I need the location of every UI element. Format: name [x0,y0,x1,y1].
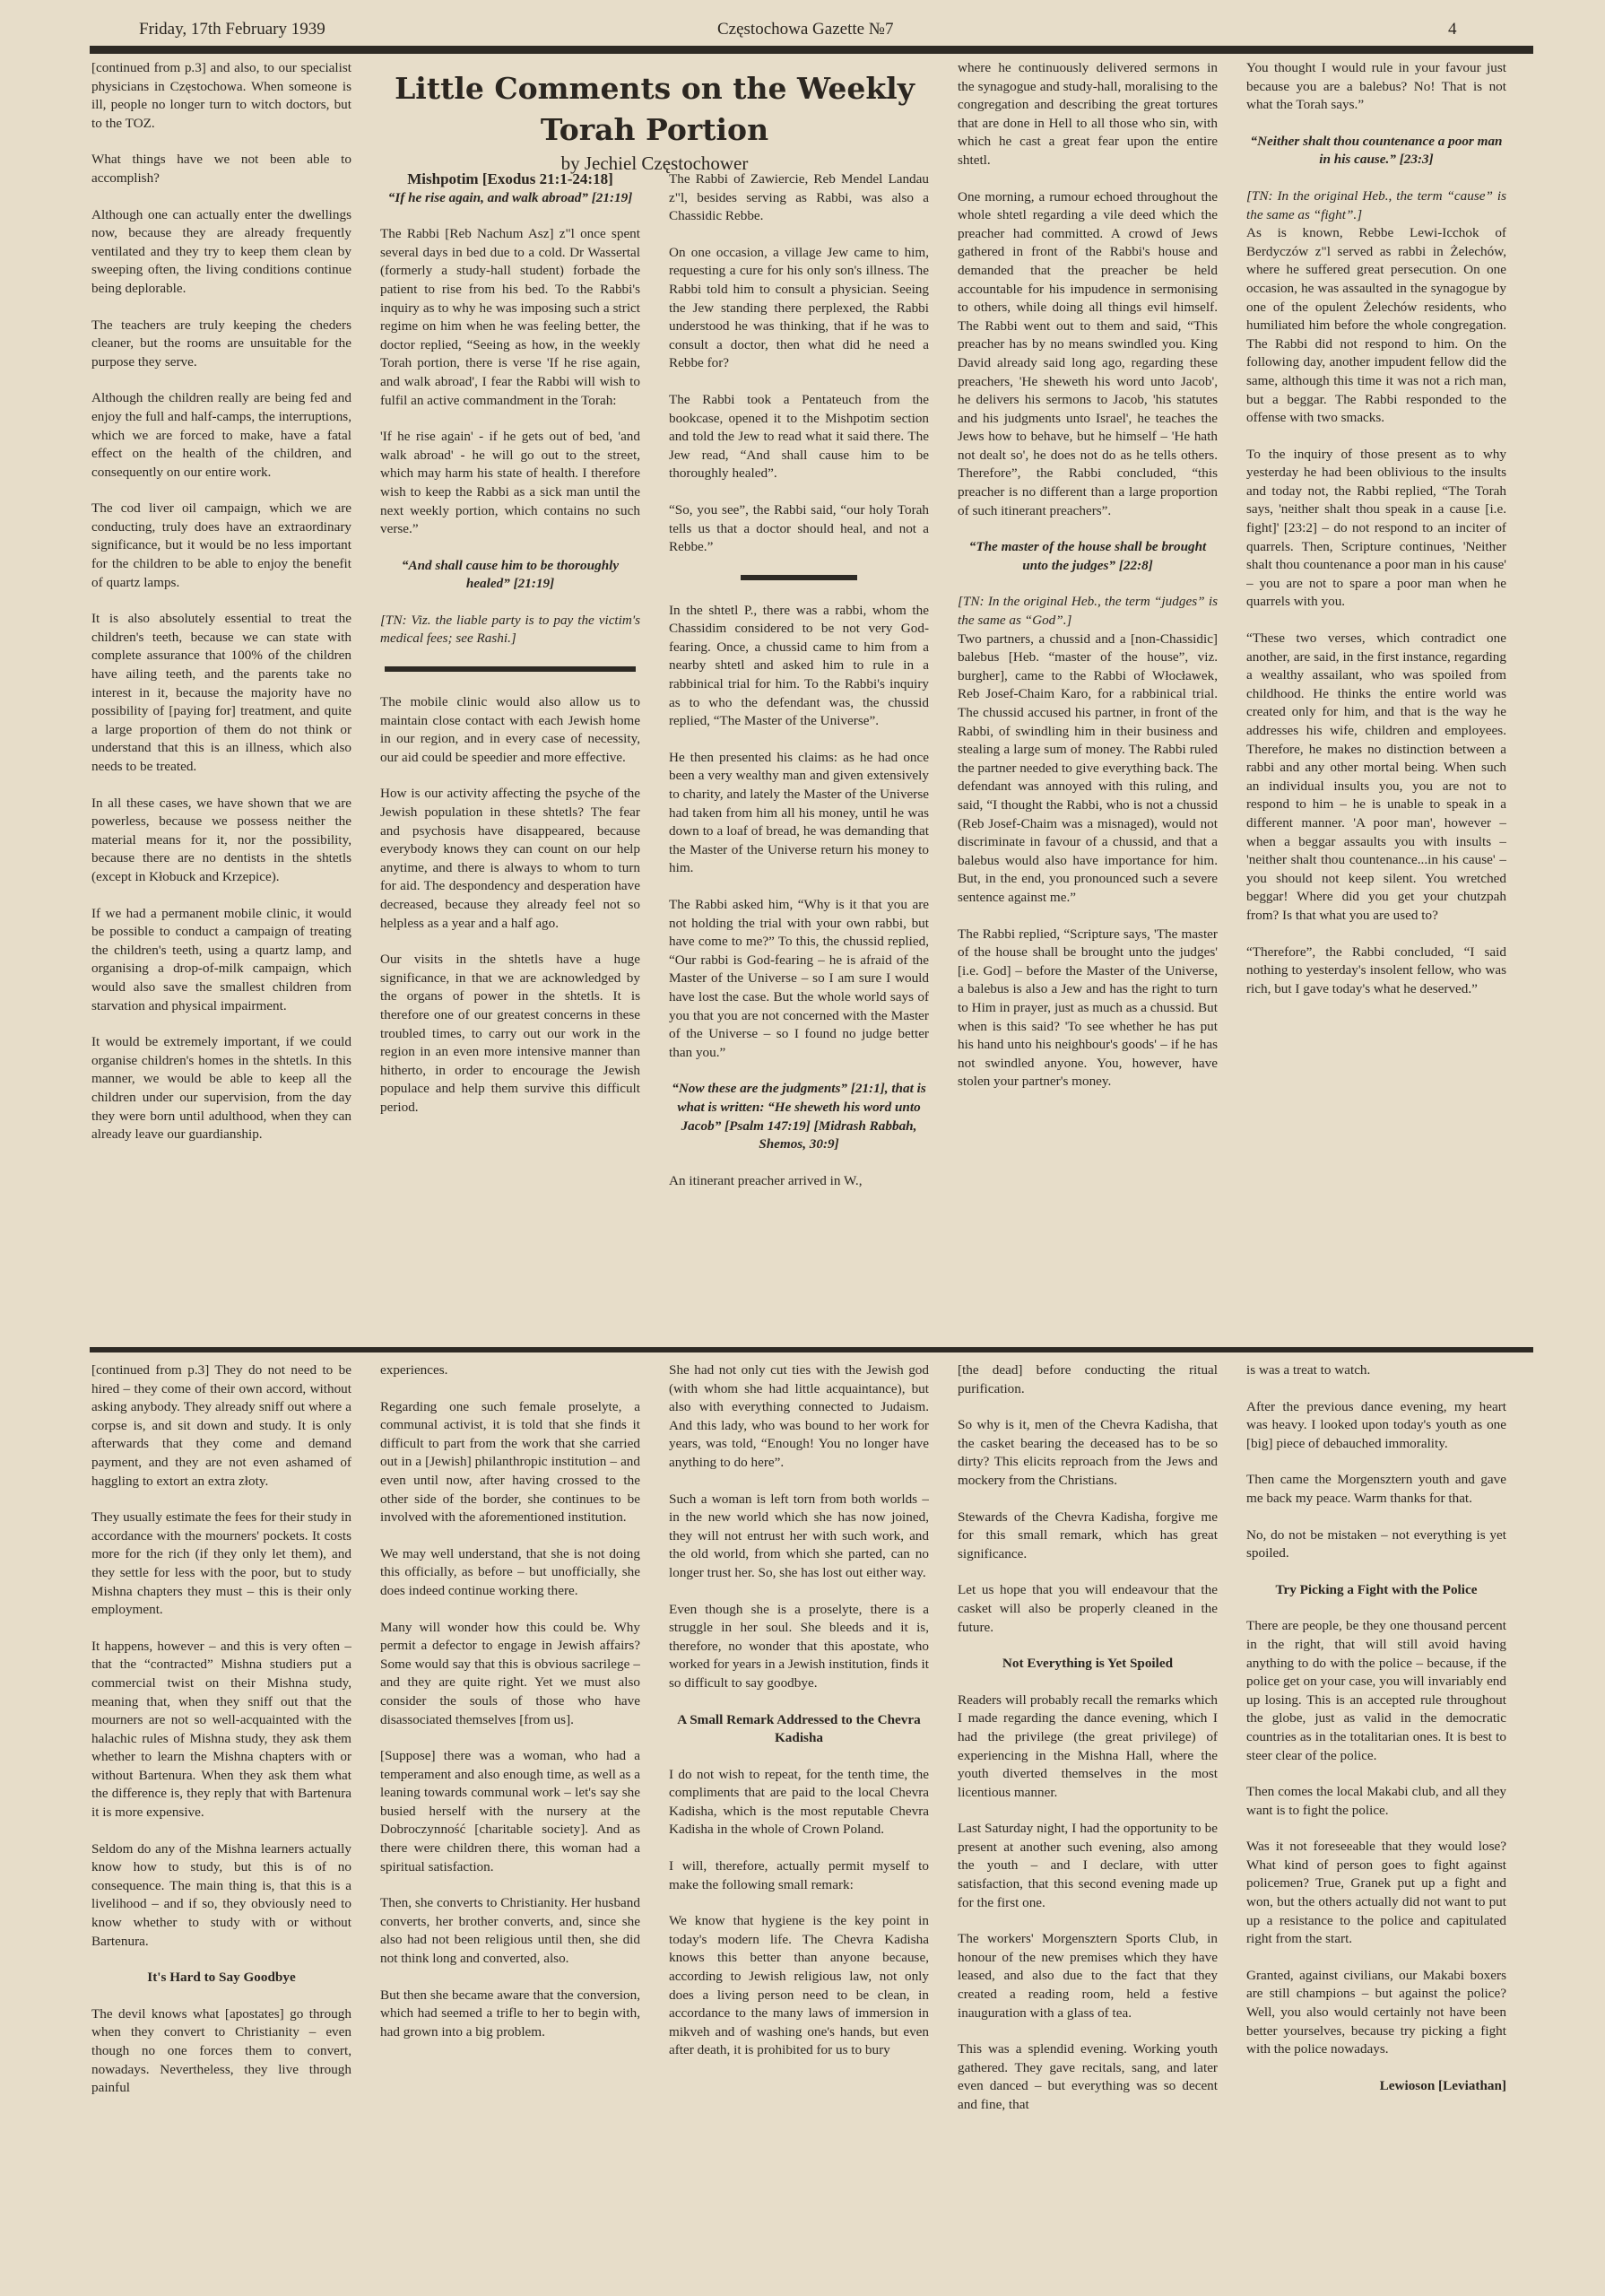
paragraph: I do not wish to repeat, for the tenth time, the compliments that are paid to the local Chevra Kadisha, which is the most reputable Chevra Kadisha in the whole of Crown Poland. [669,1766,929,1838]
section-heading: Not Everything is Yet Spoiled [1002,1656,1174,1672]
paragraph: What things have we not been able to accomplish? [91,152,351,186]
top-section [90,59,1533,1345]
paragraph: How is our activity affecting the psyche of the Jewish population in these shtetls? The fear and psychosis have disappeared, because everybody knows they can count on our help anytime, and there is always to whom to turn for aid. The despondency and desperation have decreased, because they already feel not so helpless as a year and a half ago. [380,786,640,931]
paragraph: The mobile clinic would also allow us to maintain close contact with each Jewish home in our region, and in every case of necessity, our aid could be speedier and more effective. [380,694,640,765]
page-number: 4 [1448,20,1457,39]
paragraph: In the shtetl P., there was a rabbi, whom the Chassidim considered to be not very God-fearing. Once, a chussid came to him from a nearby shtetl and asked him to rule in a rabbinical trial for him. To the Rabbi's inquiry as to who the defendant was, the chussid replied, “The Master of the Universe”. [669,602,929,729]
paragraph: 'If he rise again' - if he gets out of bed, 'and walk abroad' - he will go out to the street, which may harm his state of health. I therefore wish to keep the Rabbi as a sick man until the next weekly portion, which contains no such verse.” [380,429,640,537]
paragraph: “Therefore”, the Rabbi concluded, “I said nothing to yesterday's insolent fellow, who was rich, but I gave today's what he deserved.” [1246,944,1506,996]
paragraph: After the previous dance evening, my heart was heavy. I looked upon today's youth as one [big] piece of debauched immorality. [1246,1398,1506,1451]
publication-title: Częstochowa Gazette №7 [717,20,894,39]
paragraph: The cod liver oil campaign, which we are conducting, truly does have an extraordinary significance, but it would be no less important for the children to be able to enjoy the benefit of quartz lamps. [91,500,351,590]
verse-heading: “Now these are the judgments” [21:1], that is what is written: “He sheweth his word unto Jacob” [Psalm 147:19] [Midrash Rabbah, Shemos, 30:9] [672,1081,926,1152]
paragraph: Granted, against civilians, our Makabi boxers are still champions – but against the police? Well, you also would certainly not have been better yourselves, because try picking a fight with the police nowadays. [1246,1967,1506,2057]
paragraph: They usually estimate the fees for their study in accordance with the mourners' pockets. It costs more for the rich (if they only let them), and they settle for less with the poor, but to study Mishna chapters they must – this is their only employment. [91,1509,351,1618]
paragraph: It happens, however – and this is very often – that the “contracted” Mishna studiers put a commercial twist on their Mishna study, meaning that, when they sniff out that the mourners are not so well-acquainted with the halachic rules of Mishna study, they ask them whether to learn the Mishna chapters with or without Bartenura. When they ask them what the difference is, they reply that with Bartenura it is more expensive. [91,1638,351,1821]
paragraph: We know that hygiene is the key point in today's modern life. The Chevra Kadisha knows this better than anyone because, according to Jewish religious law, not only does a living person need to be clean, in accordance to the many laws of immersion in mikveh and of washing one's hands, but even after death, it is prohibited for us to bury [669,1913,929,2058]
bottom-column-3 [669,1361,929,2285]
top-column-2 [380,170,640,1345]
top-column-5 [1246,59,1506,1345]
paragraph: Two partners, a chussid and a [non-Chassidic] balebus [Heb. “master of the house”, viz. burgher], came to the Rabbi of Włocławek, Reb Josef-Chaim Karo, for a rabbinical trial. The chussid accused his partner, in front of the Rabbi, of swindling him in their business and stealing a large sum of money. The Rabbi ruled the partner needed to give everything back. The defendant was annoyed with this ruling, and said, “I thought the Rabbi, who is not a chussid (Reb Josef-Chaim was a misnaged), would not discriminate in favour of a chussid, and that a balebus would also have importance for him. But, in the end, you pronounced such a severe sentence against me.” [958,631,1218,905]
paragraph: We may well understand, that she is not doing this officially, as before – but unofficially, she does indeed continue working there. [380,1545,640,1598]
bottom-section [90,1361,1533,2285]
author-signature: Lewioson [Leviathan] [1379,2077,1506,2093]
translator-note: [TN: In the original Heb., the term “cause” is the same as “fight”.] [1246,187,1506,222]
paragraph: [continued from p.3] They do not need to be hired – they come of their own accord, without asking anybody. They already sniff out where a corpse is, and sit down and study. It is only afterwards that they come and demand payment, and they are not even ashamed of haggling to extort an extra złoty. [91,1362,351,1489]
section-heading: It's Hard to Say Goodbye [147,1970,296,1986]
torah-portion-heading: Mishpotim [Exodus 21:1-24:18] [407,170,613,187]
paragraph: Let us hope that you will endeavour that the casket will also be properly cleaned in the future. [958,1582,1218,1635]
paragraph: [the dead] before conducting the ritual purification. [958,1362,1218,1396]
issue-date: Friday, 17th February 1939 [139,20,325,39]
paragraph: No, do not be mistaken – not everything is yet spoiled. [1246,1526,1506,1561]
paragraph: where he continuously delivered sermons in the synagogue and study-hall, moralising to the congregation and describing the great tortures that are done in Hell to all those who sin, with which he cast a great fear upon the entire shtetl. [958,60,1218,168]
paragraph: One morning, a rumour echoed throughout the whole shtetl regarding a vile deed which the preacher had committed. A crowd of Jews gathered in front of the Rabbi's house and demanded that the preacher be held accountable for his impudence in sermonising to others, while doing all things evil himself. The Rabbi went out to them and said, “This preacher has by no means swindled you. King David already said long ago, regarding these preachers, 'He sheweth his word unto Jacob', he delivers his sermons to Jacob, 'his statutes and his judgments unto Israel', he teaches the Jews how to behave, but he himself – 'He hath not dealt so', he does not do as he tells others. Therefore”, the Rabbi concluded, “this preacher is no different than a large proportion of such itinerant preachers”. [958,188,1218,518]
paragraph: “So, you see”, the Rabbi said, “our holy Torah tells us that a doctor should heal, and not a Rebbe.” [669,501,929,555]
paragraph: Stewards of the Chevra Kadisha, forgive me for this small remark, which has great significance. [958,1509,1218,1561]
paragraph: If we had a permanent mobile clinic, it would be possible to conduct a campaign of treating the children's teeth, using a quartz lamp, and organising a drop-of-milk campaign, which would also save the smallest children from starvation and physical impairment. [91,905,351,1013]
paragraph: An itinerant preacher arrived in W., [669,1172,863,1188]
paragraph: The Rabbi [Reb Nachum Asz] z"l once spent several days in bed due to a cold. Dr Wassertal (formerly a study-hall student) forbade the patient to rise from his bed. To the Rabbi's inquiry as to why he was imposing such a strict regime on him when he was feeling better, the doctor replied, “Seeing as how, in the weekly Torah portion, there is verse 'If he rise again, and walk abroad', I fear the Rabbi will wish to fulfil an active commandment in the Torah: [380,226,640,408]
section-divider [741,575,857,580]
translator-note: [TN: Viz. the liable party is to pay the victim's medical fees; see Rashi.] [380,612,640,647]
section-heading: A Small Remark Addressed to the Chevra Kadisha [677,1711,921,1746]
paragraph: Then, she converts to Christianity. Her husband converts, her brother converts, and, since she also had not been religious until then, she did not think long and converted, also. [380,1895,640,1967]
bottom-column-1 [91,1361,351,2285]
verse-heading: “The master of the house shall be brought unto the judges” [22:8] [968,539,1207,573]
paragraph: Was it not foreseeable that they would lose? What kind of person goes to fight against policemen? True, Granek put up a fight and won, but the others actually did not want to put up a resistance to the police and capitulated right from the start. [1246,1839,1506,1947]
section-heading: Try Picking a Fight with the Police [1275,1581,1478,1597]
top-column-4 [958,59,1218,1345]
header-rule [90,46,1533,54]
paragraph: It would be extremely important, if we could organise children's homes in the shtetls. In this manner, we would be able to keep all the children under our supervision, from the day they were born until adulthood, when they can already leave our guardianship. [91,1034,351,1143]
paragraph: Even though she is a proselyte, there is a struggle in her soul. She bleeds and it is, therefore, no wonder that this apostate, who worked for years in a Jewish institution, finds it so difficult to say goodbye. [669,1601,929,1691]
paragraph: On one occasion, a village Jew came to him, requesting a cure for his only son's illness. The Rabbi told him to consult a physician. Seeing the Jew standing there perplexed, the Rabbi understood he was thinking, that if he was to consult a doctor, then what did he need a Rebbe for? [669,244,929,371]
top-column-1 [91,59,351,1162]
paragraph: Although one can actually enter the dwellings now, because they are already frequently ventilated and they try to keep them clean by sweeping often, the living conditions continue being deplorable. [91,206,351,296]
article-byline: by Jechiel Częstochower [560,152,749,174]
paragraph: The Rabbi replied, “Scripture says, 'The master of the house shall be brought unto the judges' [i.e. God] – before the Master of the Universe, a balebus is also a Jew and has the right to turn to Him in prayer, just as much as a chussid. But when is this said? 'To see whether he has put his hand unto his neighbour's goods' – if he has not swindled anyone. You, however, have stolen your partner's money. [958,926,1218,1090]
paragraph: You thought I would rule in your favour just because you are a balebus? No! That is not what the Torah says.” [1246,60,1506,113]
paragraph: To the inquiry of those present as to why yesterday he had been oblivious to the insults and today not, the Rabbi replied, “The Torah says, 'neither shalt thou speak in a cause [i.e. fight]' [23:2] – do not respond to an inciter of quarrels. Then, Scripture continues, 'Neither shalt thou countenance a poor man in his cause' – you are not to spare a poor man when he quarrels with you. [1246,446,1506,610]
top-column-3 [669,170,929,1345]
section-divider [385,666,636,672]
paragraph: Our visits in the shtetls have a huge significance, in that we are acknowledged by the organs of power in the shtetls. It is therefore one of our greatest concerns in these troubled times, to carry out our work in the region in an even more intensive manner than hitherto, in order to encourage the Jewish populace and help them survive this difficult period. [380,952,640,1115]
paragraph: [Suppose] there was a woman, who had a temperament and also enough time, as well as a leaning towards communal work – let's say she busied herself with the nursery at the Dobroczynność [charitable society]. And as there were children there, this woman had a spiritual satisfaction. [380,1748,640,1874]
page-header [90,20,1515,47]
verse-heading: “If he rise again, and walk abroad” [21:19] [387,189,633,205]
paragraph: experiences. [380,1362,448,1378]
paragraph: The workers' Morgensztern Sports Club, in honour of the new premises which they have leased, and also due to the fact that they created a reading room, held a festive inauguration with a glass of tea. [958,1931,1218,2021]
bottom-column-4 [958,1361,1218,2285]
paragraph: Such a woman is left torn from both worlds – in the new world which she has now joined, they will not entrust her with such work, and the old world, from which she parted, can no longer trust her. So, she has lost out either way. [669,1491,929,1580]
paragraph: There are people, be they one thousand percent in the right, that will still avoid having anything to do with the police – because, if the police get on your case, you will invariably end up losing. This is an accepted rule throughout the globe, just as valid in the democratic countries as in the totalitarian ones. It is best to steer clear of the police. [1246,1618,1506,1763]
paragraph: The teachers are truly keeping the cheders cleaner, but the rooms are unsuitable for the purpose they serve. [91,317,351,370]
paragraph: So why is it, men of the Chevra Kadisha, that the casket bearing the deceased has to be so dirty? This elicits reproach from the Jews and mockery from the Christians. [958,1417,1218,1488]
paragraph: But then she became aware that the conversion, which had seemed a trifle to her to begin with, had grown into a big problem. [380,1987,640,2039]
article-title: Little Comments on the Weekly Torah Portion [395,71,915,147]
verse-heading: “Neither shalt thou countenance a poor man in his cause.” [23:3] [1250,133,1503,168]
paragraph: Many will wonder how this could be. Why permit a defector to engage in Jewish affairs? Some would say that this is obvious sacrilege – and they are quite right. Yet we must also consider the souls of those who have disassociated themselves [from us]. [380,1619,640,1727]
bottom-column-2 [380,1361,640,2285]
paragraph: The Rabbi asked him, “Why is it that you are not holding the trial with your own rabbi, but have come to me?” To this, the chussid replied, “Our rabbi is God-fearing – he is afraid of the Master of the Universe – so I am sure I would have lost the case. But the whole world says of you that you are not concerned with the Master of the Universe – so I found no judge better than you.” [669,897,929,1060]
paragraph: “These two verses, which contradict one another, are said, in the first instance, regarding a wealthy assailant, who was spoiled from childhood. He thinks the entire world was created only for him, and that is the way he addresses his wife, children and employees. Therefore, he makes no distinction between a rabbi and any other mortal being. When such an individual insults you, you are not to respond to him – he is unable to speak in a different manner. 'A poor man', however – when a beggar assaults you with insults – 'neither shalt thou countenance...in his cause' – you should not keep silent. You wretched beggar! Where did you get your chutzpah from? Is that what you are used to? [1246,631,1506,923]
paragraph: [continued from p.3] and also, to our specialist physicians in Częstochowa. When someone is ill, people no longer turn to witch doctors, but to the TOZ. [91,60,351,131]
verse-heading: “And shall cause him to be thoroughly healed” [21:19] [401,557,620,592]
paragraph: Regarding one such female proselyte, a communal activist, it is told that she finds it difficult to part from the work that she carried out in a [Jewish] philanthropic institution – and even until now, after having crossed to the other side of the border, she continues to be involved with the aforementioned institution. [380,1398,640,1526]
paragraph: This was a splendid evening. Working youth gathered. They gave recitals, sang, and later even danced – but everything was so decent and fine, that [958,2041,1218,2112]
paragraph: The Rabbi of Zawiercie, Reb Mendel Landau z"l, besides serving as Rabbi, was also a Chassidic Rebbe. [669,171,929,224]
paragraph: In all these cases, we have shown that we are powerless, because we possess neither the material means for it, nor the possibility, because there are no dentists in the shtetls (except in Kłobuck and Krzepice). [91,795,351,884]
paragraph: He then presented his claims: as he had once been a very wealthy man and given extensively to charity, and lately the Master of the Universe had taken from him all his money, until he was down to a loaf of bread, he was demanding that the Master of the Universe return his money to him. [669,749,929,876]
paragraph: Although the children really are being fed and enjoy the full and half-camps, the interruptions, which we are forced to make, have a fatal effect on the health of the children, and consequently on our entire work. [91,390,351,480]
section-rule [90,1347,1533,1352]
paragraph: Seldom do any of the Mishna learners actually know how to study, but this is of no consequence. The main thing is, that this is a livelihood – and if so, they obviously need to know whether to study with or without Bartenura. [91,1840,351,1949]
paragraph: The devil knows what [apostates] go through when they convert to Christianity – even though no one forces them to convert, nowadays. Nevertheless, they live through painful [91,2005,351,2096]
paragraph: Then came the Morgensztern youth and gave me back my peace. Warm thanks for that. [1246,1472,1506,1506]
paragraph: Readers will probably recall the remarks which I made regarding the dance evening, which I had the privilege (the great privilege) of experiencing in the Mishna Hall, where the youth diverted themselves in the most licentious manner. [958,1692,1218,1800]
paragraph: She had not only cut ties with the Jewish god (with whom she had little acquaintance), but also with everything connected to Judaism. And this lady, who was bound to her work for years, was told, “Enough! You no longer have anything to do here”. [669,1362,929,1470]
paragraph: The Rabbi took a Pentateuch from the bookcase, opened it to the Mishpotim section and told the Jew to read what it said there. The Jew read, “And shall cause him to be thoroughly healed”. [669,391,929,482]
paragraph: As is known, Rebbe Lewi-Icchok of Berdyczów z"l served as rabbi in Żelechów, where he suffered great persecution. On one occasion, he was assaulted in the synagogue by one of the opulent Żelechów residents, who humiliated him before the whole congregation. The Rabbi did not respond to him. On the following day, another impudent fellow did the same, although this time it was not a rich man, but a beggar. The Rabbi responded to the offense with two smacks. [1246,225,1506,426]
paragraph: It is also absolutely essential to treat the children's teeth, because we can state with complete assurance that 100% of the children have ailing teeth, and the parents take no interest in it, because the majority have no possibility of [paying for] treatment, and quite a large proportion of them do not think or understand that this is an illness, which also needs to be treated. [91,611,351,774]
bottom-column-5 [1246,1361,1506,2285]
paragraph: is was a treat to watch. [1246,1362,1371,1378]
paragraph: Then comes the local Makabi club, and all they want is to fight the police. [1246,1784,1506,1818]
translator-note: [TN: In the original Heb., the term “judges” is the same as “God”.] [958,594,1218,629]
paragraph: I will, therefore, actually permit myself to make the following small remark: [669,1858,929,1892]
paragraph: Last Saturday night, I had the opportunity to be present at another such evening, also among the youth – and I declare, with utter satisfaction, that this second evening made up for the first one. [958,1821,1218,1910]
